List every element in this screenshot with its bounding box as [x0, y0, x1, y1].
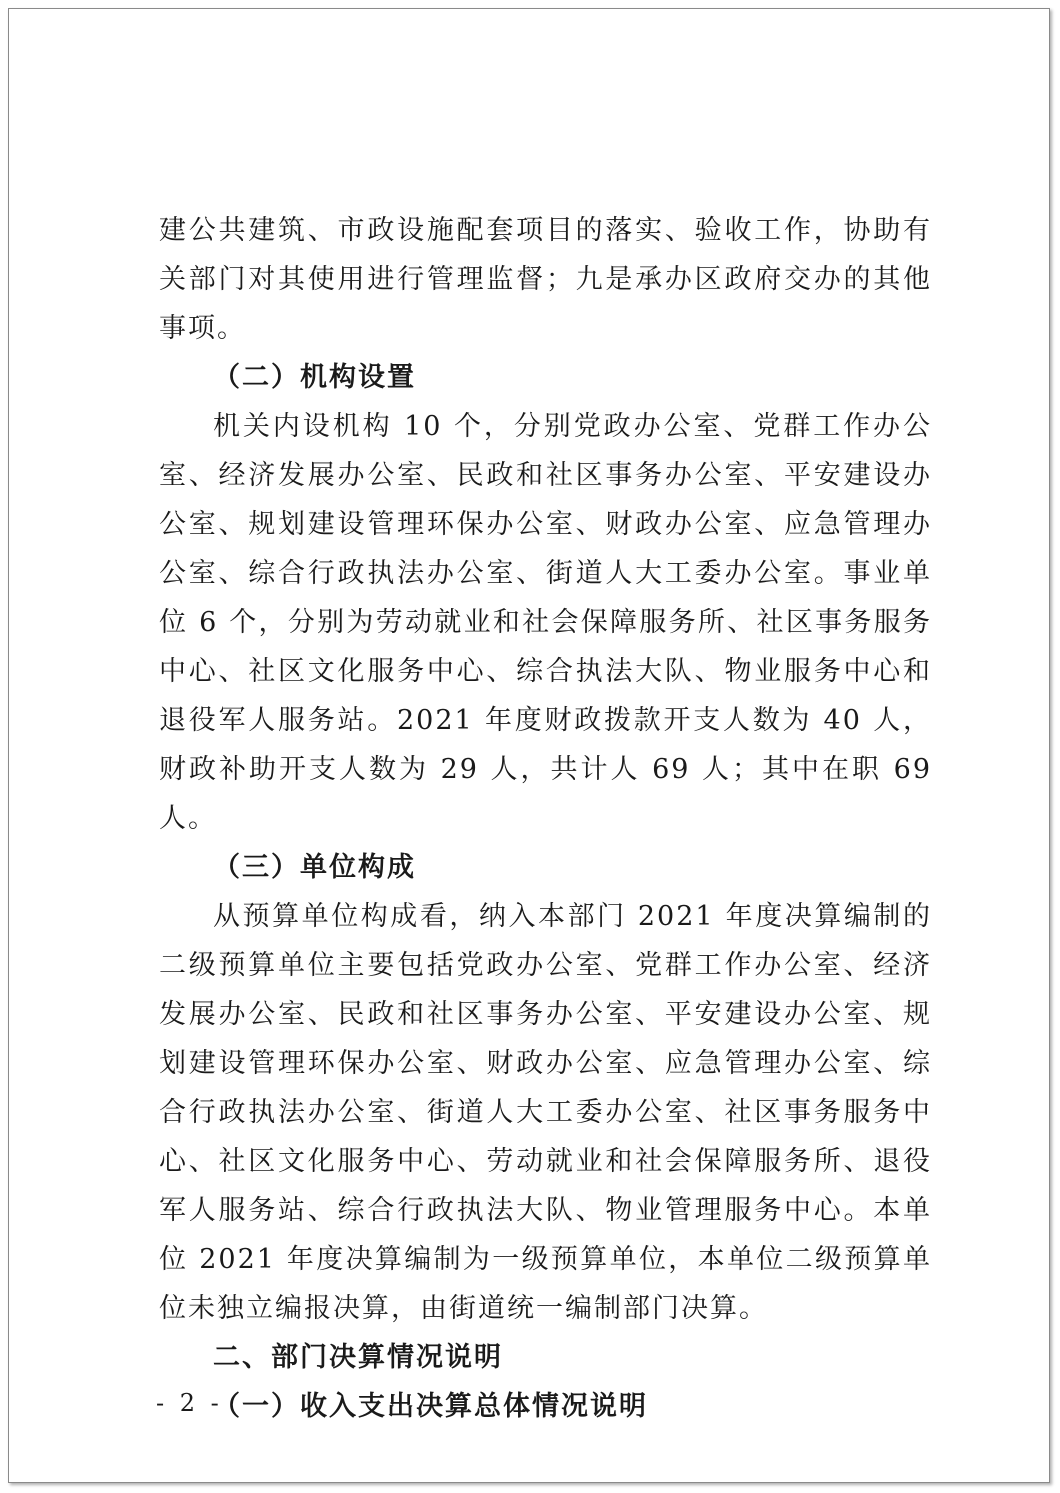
page-number: - 2 -: [156, 1389, 223, 1417]
chapter-heading-final-accounts: 二、部门决算情况说明: [213, 1342, 503, 1373]
document-body: [159, 206, 932, 1431]
section-heading-revenue-expenditure: （一）收入支出决算总体情况说明: [213, 1391, 648, 1422]
paragraph-duties-continued: 建公共建筑、市政设施配套项目的落实、验收工作，协助有关部门对其使用进行管理监督；九是承办区政府交办的其他事项。: [159, 215, 932, 344]
section-heading-unit-composition: （三）单位构成: [213, 852, 416, 883]
section-heading-organization: （二）机构设置: [213, 362, 416, 393]
paragraph-organization: 机关内设机构 10 个，分别党政办公室、党群工作办公室、经济发展办公室、民政和社区事务办公室、平安建设办公室、规划建设管理环保办公室、财政办公室、应急管理办公室、综合行政执法办公室、街道人大工委办公室。事业单位 6 个，分别为劳动就业和社会保障服务所、社区事务服务中心、社区文化服务中心、综合执法大队、物业服务中心和退役军人服务站。2021 年度财政拨款开支人数为 40 人，财政补助开支人数为 29 人，共计人 69 人；其中在职 69 人。: [159, 411, 932, 834]
paragraph-unit-composition: 从预算单位构成看，纳入本部门 2021 年度决算编制的二级预算单位主要包括党政办公室、党群工作办公室、经济发展办公室、民政和社区事务办公室、平安建设办公室、规划建设管理环保办公室、财政办公室、应急管理办公室、综合行政执法办公室、街道人大工委办公室、社区事务服务中心、社区文化服务中心、劳动就业和社会保障服务所、退役军人服务站、综合行政执法大队、物业管理服务中心。本单位 2021 年度决算编制为一级预算单位，本单位二级预算单位未独立编报决算，由街道统一编制部门决算。: [159, 901, 932, 1324]
document-page: [8, 8, 1050, 1483]
